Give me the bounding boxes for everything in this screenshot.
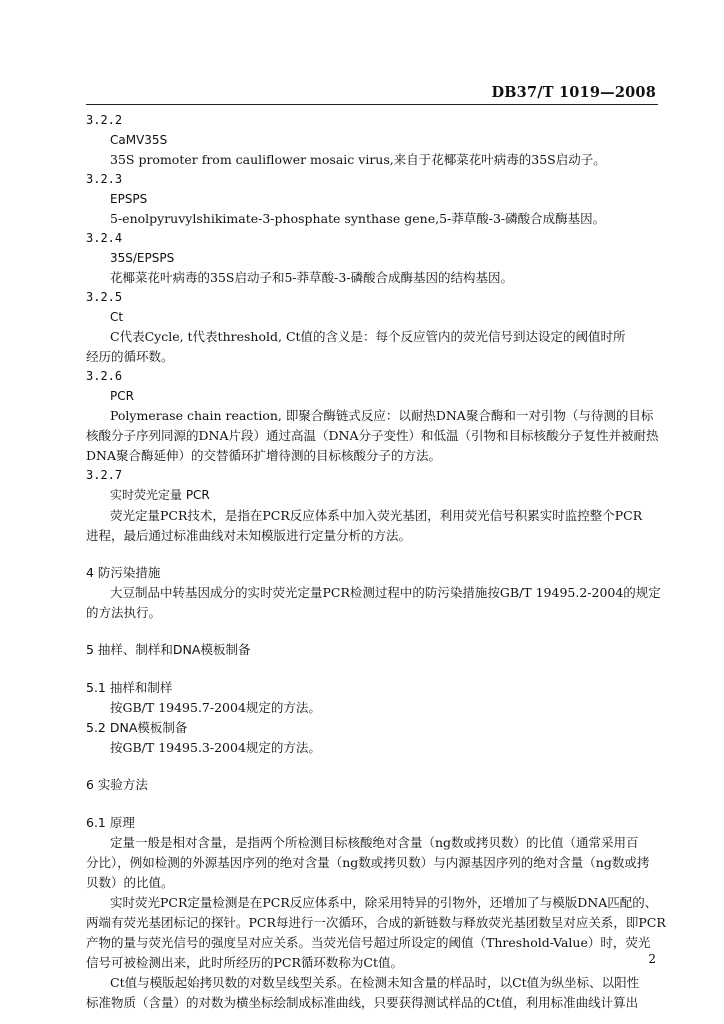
term-title: 35S/EPSPS — [110, 251, 175, 265]
paragraph-line: 产物的量与荧光信号的强度呈对应关系。当荧光信号超过所设定的阈值（Threshold-Value）时，荧光 — [86, 935, 651, 950]
subsection-heading: 5.2 DNA模板制备 — [86, 720, 188, 735]
paragraph-line: 按GB/T 19495.3-2004规定的方法。 — [110, 740, 321, 755]
paragraph-line: 花椰菜花叶病毒的35S启动子和5-莽草酸-3-磷酸合成酶基因的结构基因。 — [110, 270, 514, 285]
paragraph-line: DNA聚合酶延伸）的交替循环扩增待测的目标核酸分子的方法。 — [86, 448, 441, 463]
section-heading: 6 实验方法 — [86, 777, 148, 792]
page-number: 2 — [648, 952, 656, 966]
paragraph-line: 35S promoter from cauliflower mosaic virus,来自于花椰菜花叶病毒的35S启动子。 — [110, 152, 606, 167]
paragraph-line: 荧光定量PCR技术，是指在PCR反应体系中加入荧光基团，利用荧光信号积累实时监控整个PCR — [110, 508, 643, 523]
section-heading: 5 抽样、制样和DNA模板制备 — [86, 642, 251, 657]
paragraph-line: 实时荧光PCR定量检测是在PCR反应体系中，除采用特异的引物外，还增加了与模版DNA匹配的、 — [110, 895, 658, 910]
paragraph-line: 分比），例如检测的外源基因序列的绝对含量（ng数或拷贝数）与内源基因序列的绝对含量（ng数或拷 — [86, 855, 650, 870]
paragraph-line: 进程，最后通过标准曲线对未知模版进行定量分析的方法。 — [86, 528, 412, 543]
document-code-header: DB37/T 1019—2008 — [491, 84, 656, 101]
clause-number: 3.2.5 — [86, 290, 123, 304]
clause-number: 3.2.7 — [86, 468, 123, 482]
paragraph-line: 贝数）的比值。 — [86, 875, 174, 890]
paragraph-line: 两端有荧光基团标记的探针。PCR每进行一次循环，合成的新链数与释放荧光基团数呈对应关系，即PCR — [86, 915, 666, 930]
clause-number: 3.2.2 — [86, 113, 123, 127]
paragraph-line: 的方法执行。 — [86, 605, 162, 620]
paragraph-line: C代表Cycle, t代表threshold, Ct值的含义是：每个反应管内的荧光信号到达设定的阈值时所 — [110, 329, 626, 344]
clause-number: 3.2.4 — [86, 231, 123, 245]
term-title: Ct — [110, 310, 124, 324]
paragraph-line: 经历的循环数。 — [86, 349, 174, 364]
term-title: PCR — [110, 389, 134, 403]
paragraph-line: Ct值与模版起始拷贝数的对数呈线型关系。在检测未知含量的样品时，以Ct值为纵坐标、以阳性 — [110, 975, 640, 990]
paragraph-line: 信号可被检测出来，此时所经历的PCR循环数称为Ct值。 — [86, 955, 403, 970]
section-heading: 4 防污染措施 — [86, 565, 161, 580]
subsection-heading: 5.1 抽样和制样 — [86, 680, 173, 695]
paragraph-line: Polymerase chain reaction, 即聚合酶链式反应：以耐热DNA聚合酶和一对引物（与待测的目标 — [110, 408, 654, 423]
term-title: EPSPS — [110, 192, 148, 206]
paragraph-line: 按GB/T 19495.7-2004规定的方法。 — [110, 700, 321, 715]
paragraph-line: 标准物质（含量）的对数为横坐标绘制成标准曲线，只要获得测试样品的Ct值，利用标准曲线计算出 — [86, 995, 639, 1010]
term-title: CaMV35S — [110, 133, 168, 147]
paragraph-line: 核酸分子序列同源的DNA片段）通过高温（DNA分子变性）和低温（引物和目标核酸分子复性并被耐热 — [86, 428, 659, 443]
paragraph-line: 5-enolpyruvylshikimate-3-phosphate synthase gene,5-莽草酸-3-磷酸合成酶基因。 — [110, 211, 606, 226]
clause-number: 3.2.3 — [86, 172, 123, 186]
term-title: 实时荧光定量 PCR — [110, 488, 210, 502]
subsection-heading: 6.1 原理 — [86, 815, 135, 830]
header-rule — [86, 104, 658, 105]
paragraph-line: 定量一般是相对含量，是指两个所检测目标核酸绝对含量（ng数或拷贝数）的比值（通常采用百 — [110, 835, 639, 850]
paragraph-line: 大豆制品中转基因成分的实时荧光定量PCR检测过程中的防污染措施按GB/T 19495.2-2004的规定 — [110, 585, 661, 600]
clause-number: 3.2.6 — [86, 369, 123, 383]
